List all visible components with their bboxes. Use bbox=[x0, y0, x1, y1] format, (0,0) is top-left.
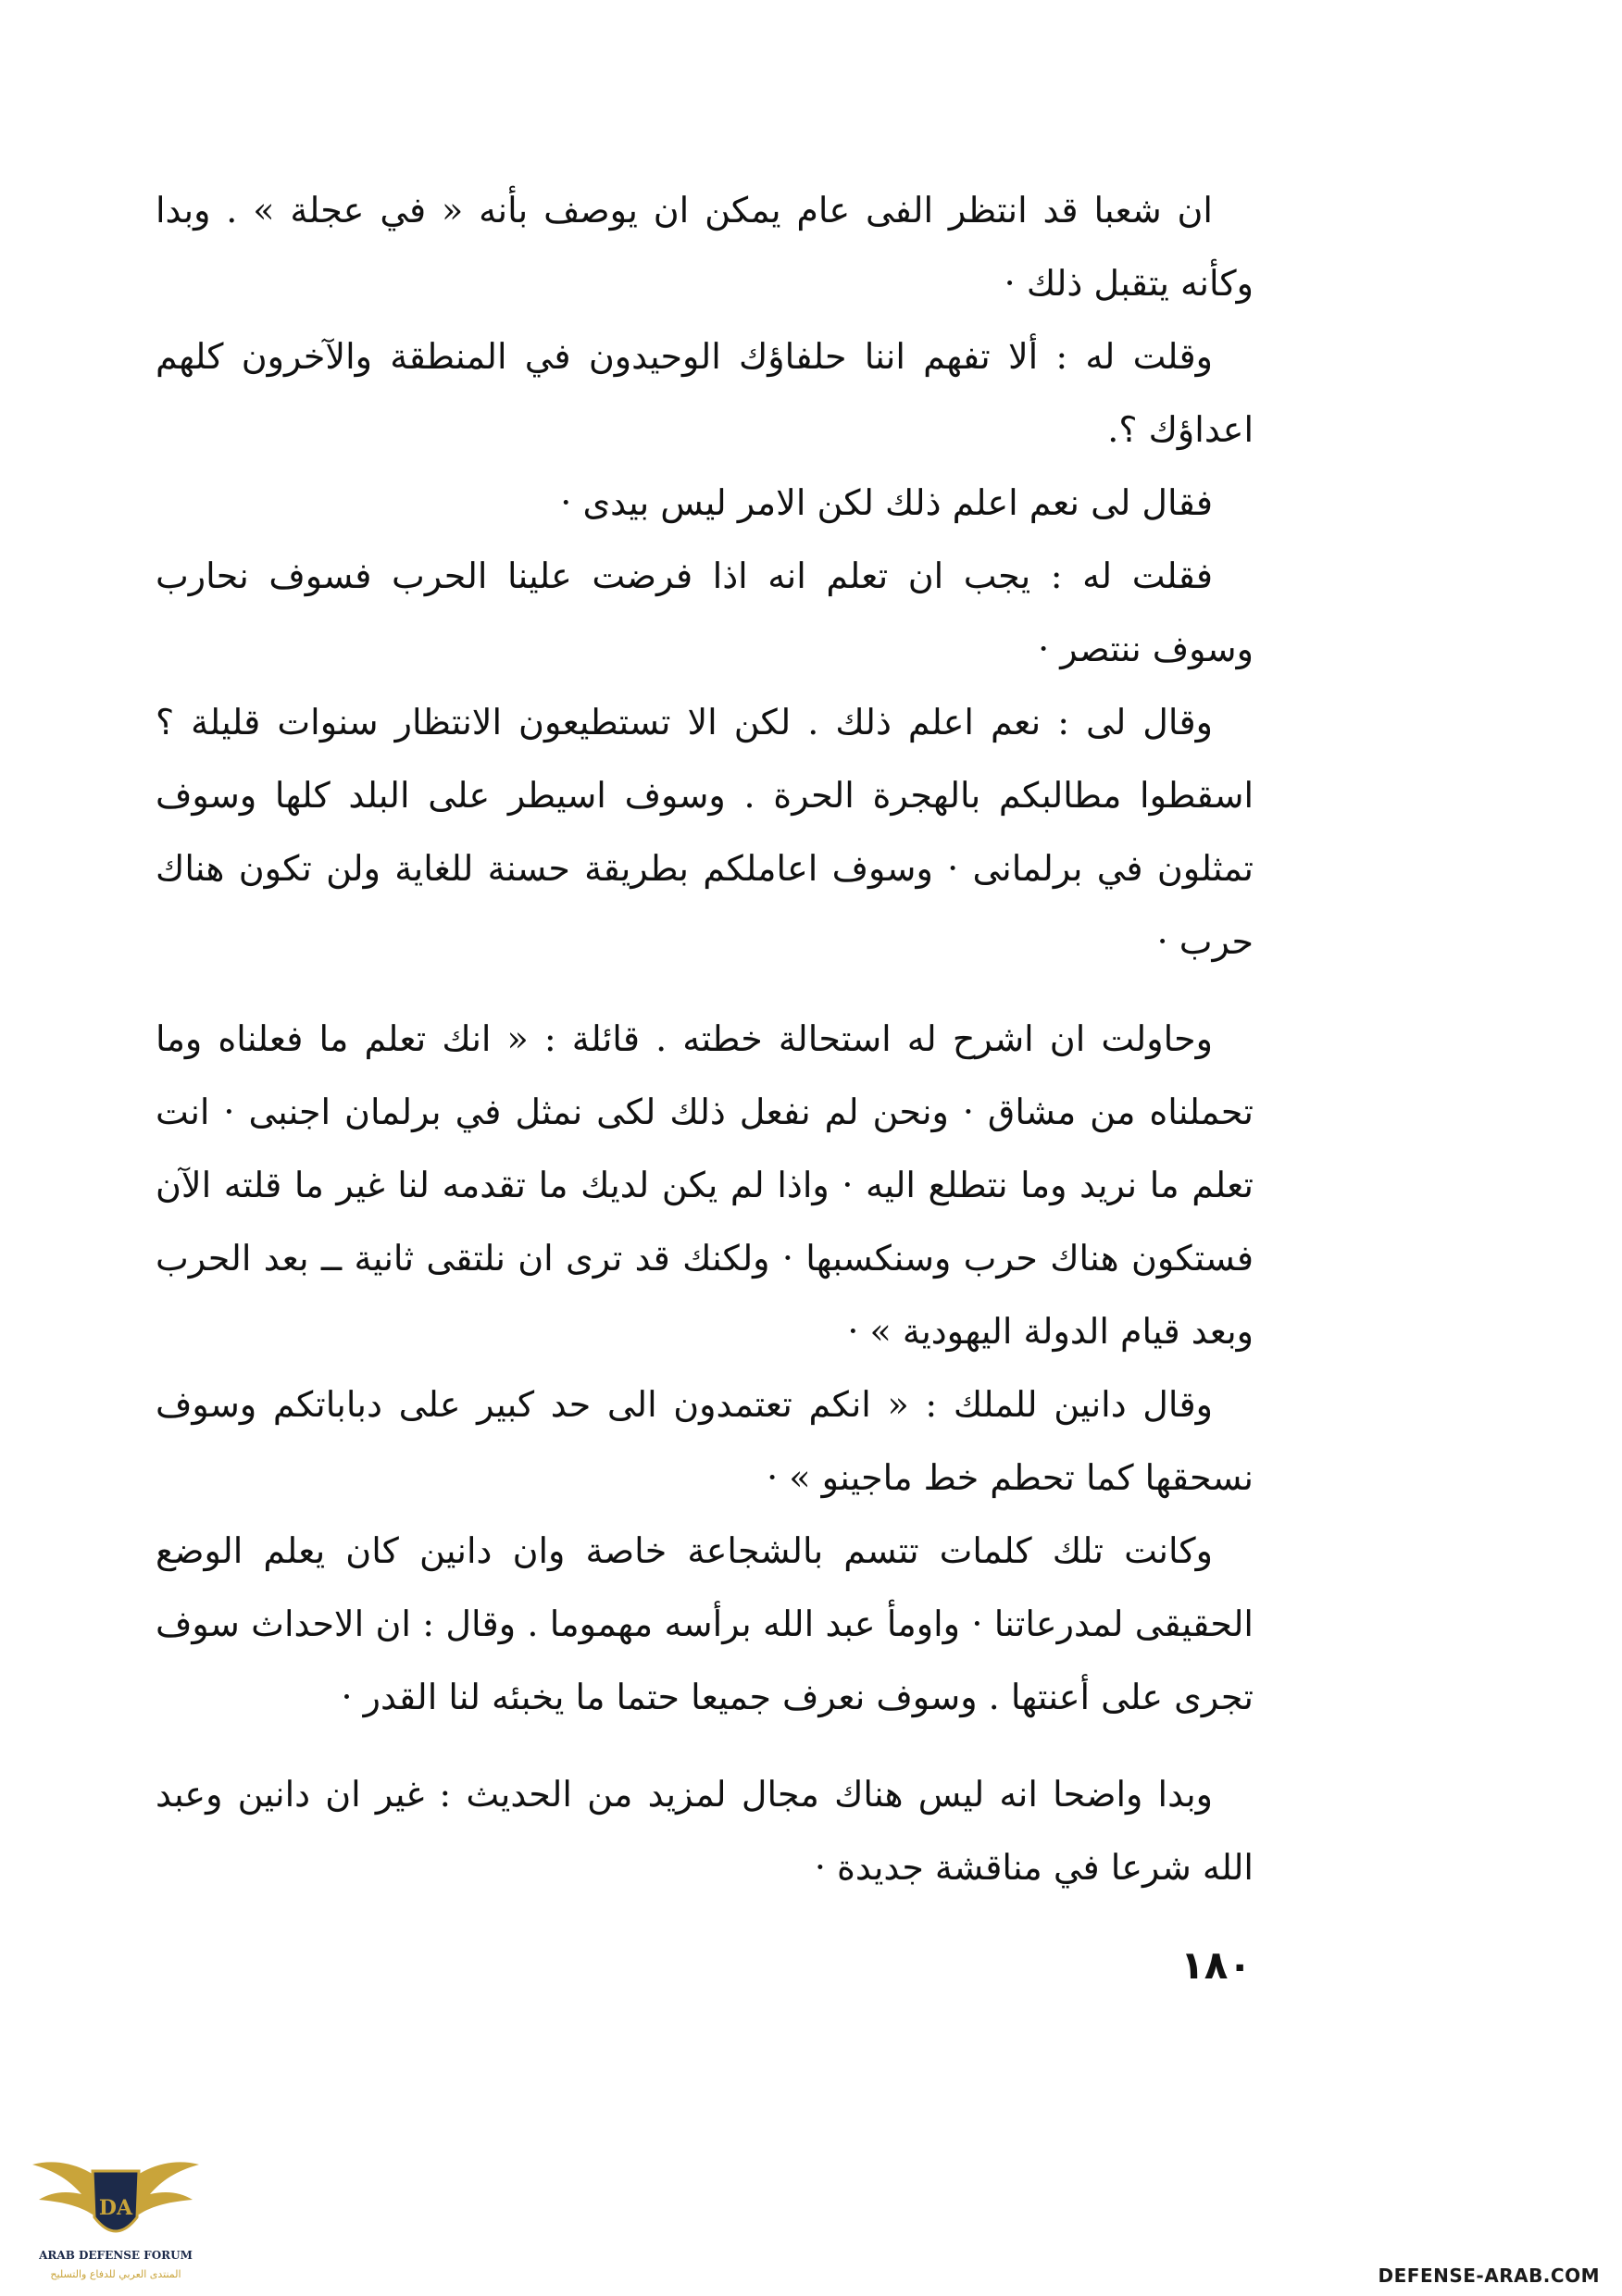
paragraph: وقال لى : نعم اعلم ذلك . لكن الا تستطيعون الانتظار سنوات قليلة ؟ اسقطوا مطالبكم بالهجرة الحرة . وسوف اسيطر على البلد كلها وسوف تمثلون في برلمانى · وسوف اعاملكم بطريقة حسنة للغاية ولن تكون هناك حرب · bbox=[156, 702, 1254, 962]
eagle-shield-icon bbox=[28, 2129, 204, 2287]
paragraph: وقلت له : ألا تفهم اننا حلفاؤك الوحيدون في المنطقة والآخرون كلهم اعداؤك ؟. bbox=[156, 336, 1254, 450]
page-number: ١٨٠ bbox=[1180, 1942, 1252, 1988]
svg-text:DA: DA bbox=[98, 2196, 133, 2220]
paragraph: وبدا واضحا انه ليس هناك مجال لمزيد من الحديث : غير ان دانين وعبد الله شرعا في مناقشة جديدة · bbox=[156, 1774, 1254, 1888]
paragraph: وكانت تلك كلمات تتسم بالشجاعة خاصة وان دانين كان يعلم الوضع الحقيقى لمدرعاتنا · واومأ عبد الله برأسه مهموما . وقال : ان الاحداث سوف تجرى على أعنتها . وسوف نعرف جميعا حتما ما يخبئه لنا القدر · bbox=[156, 1530, 1254, 1717]
paragraph: وقال دانين للملك : « انكم تعتمدون الى حد كبير على دباباتكم وسوف نسحقها كما تحطم خط ماجينو » · bbox=[156, 1384, 1254, 1498]
page-body-text bbox=[156, 174, 1254, 1904]
arab-defense-forum-logo bbox=[28, 2129, 204, 2287]
svg-text:المنتدى العربي للدفاع والتسليح: المنتدى العربي للدفاع والتسليح bbox=[50, 2268, 181, 2280]
paragraph: فقلت له : يجب ان تعلم انه اذا فرضت علينا الحرب فسوف نحارب وسوف ننتصر · bbox=[156, 555, 1254, 669]
paragraph: ان شعبا قد انتظر الفى عام يمكن ان يوصف بأنه « في عجلة » . وبدا وكأنه يتقبل ذلك · bbox=[156, 190, 1254, 304]
svg-text:ARAB DEFENSE FORUM: ARAB DEFENSE FORUM bbox=[39, 2249, 193, 2262]
site-watermark-url: DEFENSE-ARAB.COM bbox=[1378, 2265, 1600, 2287]
paragraph: وحاولت ان اشرح له استحالة خطته . قائلة : « انك تعلم ما فعلناه وما تحملناه من مشاق · ونحن لم نفعل ذلك لكى نمثل في برلمان اجنبى · انت تعلم ما نريد وما نتطلع اليه · واذا لم يكن لديك ما تقدمه لنا غير ما قلته الآن فستكون هناك حرب وسنكسبها · ولكنك قد ترى ان نلتقى ثانية ــ بعد الحرب وبعد قيام الدولة اليهودية » · bbox=[156, 1018, 1254, 1352]
paragraph: فقال لى نعم اعلم ذلك لكن الامر ليس بيدى · bbox=[560, 482, 1213, 523]
